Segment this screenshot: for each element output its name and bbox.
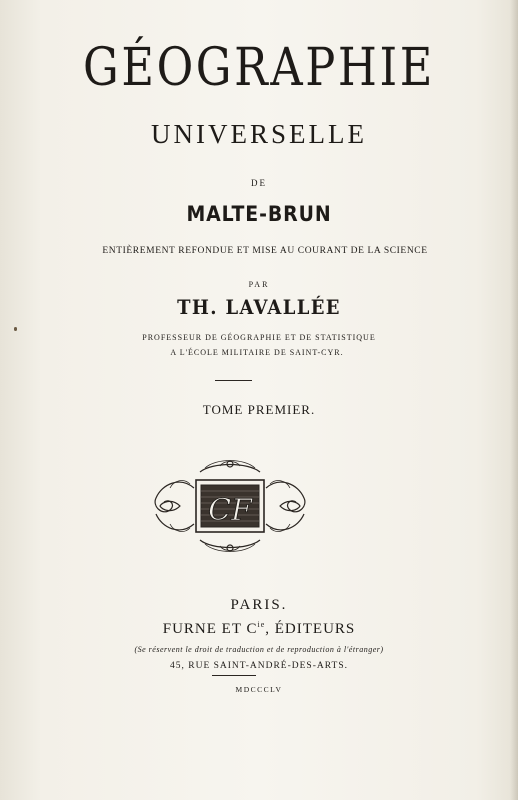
publisher-line bbox=[0, 620, 518, 638]
edition-tagline: ENTIÈREMENT REFONDUE ET MISE AU COURANT DE LA SCIENCE bbox=[102, 246, 428, 256]
editor-role-line-2: A L'ÉCOLE MILITAIRE DE SAINT-CYR. bbox=[170, 348, 344, 357]
rights-notice: (Se réservent le droit de traduction et de reproduction à l'étranger) bbox=[134, 645, 384, 654]
divider-rule-bottom bbox=[212, 675, 256, 676]
preposition-de: DE bbox=[251, 178, 267, 188]
publisher-name: FURNE ET C bbox=[162, 621, 258, 637]
publication-year: MDCCCLV bbox=[235, 685, 283, 694]
editor-name: TH. LAVALLÉE bbox=[177, 295, 341, 319]
divider-rule bbox=[215, 380, 252, 381]
book-subtitle: UNIVERSELLE bbox=[151, 119, 367, 149]
publisher-monogram: CF bbox=[208, 493, 252, 528]
volume-label: TOME PREMIER. bbox=[202, 402, 316, 417]
publication-city: PARIS. bbox=[230, 597, 288, 613]
publisher-address: 45, RUE SAINT-ANDRÉ-DES-ARTS. bbox=[170, 661, 348, 671]
author-name: MALTE-BRUN bbox=[186, 202, 332, 226]
publisher-superscript: ie bbox=[257, 620, 266, 629]
paper-spot bbox=[14, 327, 17, 331]
editor-role-line-1: PROFESSEUR DE GÉOGRAPHIE ET DE STATISTIQUE bbox=[142, 333, 376, 342]
book-title: GÉOGRAPHIE bbox=[83, 38, 435, 98]
preposition-par: PAR bbox=[248, 280, 270, 289]
publisher-suffix: , ÉDITEURS bbox=[265, 621, 356, 637]
publisher-mark-ornament bbox=[150, 458, 310, 554]
